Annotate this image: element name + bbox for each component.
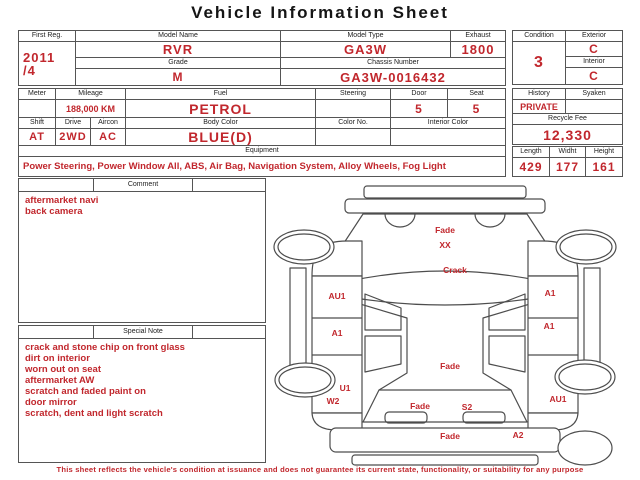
damage-label: A2 (512, 430, 524, 440)
damage-label: A1 (331, 328, 343, 338)
color-no-label: Color No. (316, 118, 391, 129)
fuel-label: Fuel (126, 89, 316, 100)
comment-title: Comment (93, 179, 193, 191)
damage-label: A1 (544, 288, 556, 298)
special-note-title: Special Note (93, 326, 193, 338)
fuel-value: PETROL (126, 100, 316, 118)
damage-label: AU1 (328, 291, 346, 301)
window-left-rear (365, 336, 401, 372)
note-line: door mirror (25, 397, 77, 408)
grade-value: M (76, 69, 281, 86)
first-reg-value (19, 42, 76, 86)
syaken-value (566, 100, 623, 114)
car-diagram-area (267, 178, 635, 466)
meter-label: Meter (19, 89, 56, 100)
chassis-number-label: Chassis Number (281, 58, 506, 69)
color-no-value (316, 129, 391, 146)
damage-label: Fade (435, 225, 455, 235)
length-value: 429 (513, 158, 550, 177)
wheel-rear-right (555, 360, 615, 394)
aircon-label: Aircon (91, 118, 126, 129)
equipment-label: Equipment (19, 146, 506, 157)
first-reg-label: First Reg. (19, 31, 76, 42)
steering-value (316, 100, 391, 118)
length-label: Length (513, 147, 550, 158)
note-line: aftermarket AW (25, 375, 95, 386)
model-type-label: Model Type (281, 31, 451, 42)
syaken-label: Syaken (566, 89, 623, 100)
meter-value (19, 100, 56, 118)
mileage-label: Mileage (56, 89, 126, 100)
model-name-value: RVR (76, 42, 281, 58)
taillight-right (463, 412, 505, 423)
window-left-front (365, 294, 401, 330)
height-value: 161 (586, 158, 623, 177)
special-note-header (19, 326, 265, 339)
comment-text (19, 192, 265, 220)
first-reg-month: /4 (23, 62, 36, 78)
steering-label: Steering (316, 89, 391, 100)
taillight-left (385, 412, 427, 423)
front-bumper (345, 199, 545, 213)
damage-label: Fade (440, 361, 460, 371)
condition-label: Condition (513, 31, 566, 42)
height-label: Height (586, 147, 623, 158)
seat-label: Seat (448, 89, 506, 100)
note-line: worn out on seat (25, 364, 101, 375)
rear-bumper-lower (352, 455, 538, 465)
drive-value: 2WD (56, 129, 91, 146)
damage-label: AU1 (549, 394, 567, 404)
condition-grade: 3 (513, 42, 566, 85)
special-note-text (19, 339, 265, 422)
drive-label: Drive (56, 118, 91, 129)
damage-label: A1 (543, 321, 555, 331)
note-line: dirt on interior (25, 353, 90, 364)
vehicle-identity-table (18, 30, 506, 86)
body-color-value: BLUE(D) (126, 129, 316, 146)
note-line: back camera (25, 206, 83, 217)
spec-table (18, 88, 506, 177)
note-line: crack and stone chip on front glass (25, 342, 185, 353)
model-type-value: GA3W (281, 42, 451, 58)
damage-label: W2 (326, 396, 340, 406)
chassis-number-value: GA3W-0016432 (281, 69, 506, 86)
model-name-label: Model Name (76, 31, 281, 42)
interior-color-value (391, 129, 506, 146)
note-line: scratch and faded paint on (25, 386, 146, 397)
wheel-front-left (274, 230, 334, 264)
recycle-fee-label: Recycle Fee (513, 114, 623, 125)
first-reg-year: 2011 (23, 49, 56, 65)
shift-value: AT (19, 129, 56, 146)
note-line: scratch, dent and light scratch (25, 408, 163, 419)
comment-header (19, 179, 265, 192)
door-value: 5 (391, 100, 448, 118)
history-value: PRIVATE (513, 100, 566, 114)
mileage-value: 188,000 KM (56, 100, 126, 118)
interior-label: Interior (566, 57, 623, 68)
equipment-value: Power Steering, Power Window All, ABS, Air Bag, Navigation System, Alloy Wheels, Fog Light (19, 157, 506, 177)
wheel-rear-left (275, 363, 335, 397)
history-fee-table (512, 88, 623, 145)
condition-table (512, 30, 623, 85)
damage-label: S2 (461, 402, 473, 412)
spare-wheel (558, 431, 612, 465)
front-bumper-top (364, 186, 526, 198)
grade-label: Grade (76, 58, 281, 69)
width-value: 177 (550, 158, 586, 177)
width-label: Widht (550, 147, 586, 158)
recycle-fee-value: 12,330 (513, 125, 623, 145)
exhaust-value: 1800 (451, 42, 506, 58)
damage-label: Fade (410, 401, 430, 411)
seat-value: 5 (448, 100, 506, 118)
headlight-left (385, 214, 415, 227)
shift-label: Shift (19, 118, 56, 129)
car-damage-diagram (267, 178, 635, 466)
exhaust-label: Exhaust (451, 31, 506, 42)
aircon-value: AC (91, 129, 126, 146)
comment-box (18, 178, 266, 323)
damage-label: Fade (440, 431, 460, 441)
dimensions-table (512, 146, 623, 177)
door-label: Door (391, 89, 448, 100)
interior-color-label: Interior Color (391, 118, 506, 129)
note-line: aftermarket navi (25, 195, 99, 206)
exterior-grade: C (566, 42, 623, 57)
damage-label: Crack (443, 265, 467, 275)
window-right-rear (489, 336, 525, 372)
damage-label: XX (439, 240, 451, 250)
tailgate (363, 390, 527, 422)
wheel-front-right (556, 230, 616, 264)
damage-label: U1 (339, 383, 351, 393)
headlight-right (475, 214, 505, 227)
history-label: History (513, 89, 566, 100)
page-title: Vehicle Information Sheet (191, 3, 449, 22)
window-right-front (489, 294, 525, 330)
special-note-box (18, 325, 266, 463)
body-color-label: Body Color (126, 118, 316, 129)
interior-grade: C (566, 68, 623, 85)
disclaimer-text: This sheet reflects the vehicle's condition at issuance and does not guarantee its current state, functionality, or suitability for any purpose (56, 465, 584, 474)
exterior-label: Exterior (566, 31, 623, 42)
